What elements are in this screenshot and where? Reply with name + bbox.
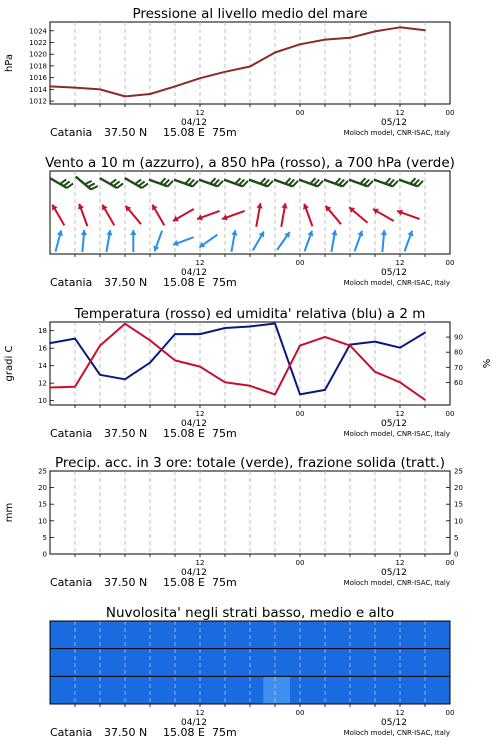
location-name: Catania [50, 427, 93, 440]
barb-feather [260, 178, 265, 184]
barb-feather [214, 180, 219, 186]
humidity-line-point [49, 342, 51, 344]
wind-700hpa-barb [274, 178, 298, 186]
cloud-cell [423, 676, 450, 704]
arrow-head [57, 230, 63, 236]
temperature-line-point [249, 385, 251, 387]
temperature-line-point [149, 339, 151, 341]
y-tick-label: 20 [38, 484, 47, 493]
barb-feather [218, 181, 223, 187]
humidity-line-point [224, 327, 226, 329]
humidity-line-point [274, 323, 276, 325]
panel-4 [4, 455, 463, 589]
cloud-cell [370, 676, 397, 704]
cloud-cell [103, 649, 130, 677]
pressure-line-point [324, 39, 326, 41]
wind-10m-arrow [355, 231, 364, 252]
location-lat: 37.50 N [104, 427, 148, 440]
panel-5 [50, 605, 454, 739]
pressure-line-point [424, 29, 426, 31]
wind-850hpa-arrow [326, 206, 341, 224]
wind-10m-arrow [405, 231, 414, 252]
wind-700hpa-barb [399, 178, 423, 186]
barb-feather [289, 180, 294, 186]
cloud-cell [157, 649, 184, 677]
wind-850hpa-arrow [222, 211, 245, 221]
wind-10m-arrow [381, 230, 387, 252]
y-tick-label: 18 [38, 327, 47, 336]
y-tick-label: 15 [454, 500, 463, 509]
barb-feather [88, 183, 95, 186]
pressure-line-point [224, 71, 226, 73]
x-tick-label: 00 [295, 259, 305, 267]
barb-feather [239, 180, 244, 186]
wind-700hpa-barb [374, 178, 398, 186]
cloud-cell [130, 676, 157, 704]
y-tick-label: 14 [38, 362, 47, 371]
barb-feather [193, 181, 198, 187]
barb-feather [385, 178, 390, 184]
y-tick-label: 1016 [29, 74, 47, 83]
wind-700hpa-barb [76, 177, 98, 190]
cloud-cell [183, 621, 210, 649]
cloud-cell [317, 621, 344, 649]
cloud-cell [397, 676, 424, 704]
temperature-line-point [299, 345, 301, 347]
wind-850hpa-arrow [281, 203, 287, 227]
barb-feather [210, 178, 215, 184]
humidity-line-point [424, 332, 426, 334]
x-date-label: 05/12 [381, 568, 407, 578]
barb-feather [364, 180, 369, 186]
x-date-label: 04/12 [181, 268, 207, 278]
temperature-line-point [199, 366, 201, 368]
location-lon: 15.08 E [163, 726, 205, 739]
x-date-label: 04/12 [181, 419, 207, 429]
temperature-line-point [274, 394, 276, 396]
cloud-cell [343, 621, 370, 649]
arrow-head [381, 230, 387, 235]
pressure-line-point [249, 66, 251, 68]
wind-10m-arrow [305, 231, 314, 252]
wind-850hpa-arrow [152, 205, 164, 226]
chart-title: Nuvolosita' negli strati basso, medio e alto [105, 605, 395, 621]
wind-850hpa-arrow [397, 210, 420, 220]
temperature-line-point [174, 360, 176, 362]
temperature-line-point [399, 381, 401, 383]
barb-feather [314, 180, 319, 186]
humidity-line-point [374, 341, 376, 343]
wind-850hpa-arrow [78, 204, 88, 227]
x-date-label: 05/12 [381, 268, 407, 278]
x-date-label: 05/12 [381, 118, 407, 128]
pressure-line-point [299, 43, 301, 45]
wind-850hpa-arrow [349, 207, 367, 222]
location-elev: 75m [212, 726, 237, 739]
y-tick-label: 5 [42, 533, 47, 542]
wind-700hpa-barb [149, 178, 173, 186]
cloud-cell [263, 621, 290, 649]
location-elev: 75m [212, 126, 237, 139]
temperature-line-point [349, 345, 351, 347]
temperature-line [50, 324, 425, 400]
arrow-head [81, 230, 87, 235]
x-tick-label: 00 [445, 109, 455, 117]
barb-feather [60, 179, 66, 184]
pressure-line-point [124, 95, 126, 97]
barb-feather [343, 181, 348, 187]
location-elev: 75m [212, 427, 237, 440]
x-tick-label: 00 [445, 410, 455, 418]
x-tick-label: 00 [295, 709, 305, 717]
barb-feather [318, 181, 323, 187]
x-tick-label: 12 [195, 559, 205, 567]
cloud-cell [317, 676, 344, 704]
temperature-line-point [374, 371, 376, 373]
barb-feather [264, 180, 269, 186]
location-lat: 37.50 N [104, 726, 148, 739]
humidity-line-point [174, 333, 176, 335]
model-credit: Moloch model, CNR-ISAC, Italy [343, 129, 450, 137]
pressure-line-point [349, 37, 351, 39]
barb-feather [64, 181, 70, 186]
y-tick-label: 1012 [29, 97, 47, 106]
y-tick-label: 1024 [29, 27, 47, 36]
x-tick-label: 00 [445, 559, 455, 567]
pressure-line-point [174, 86, 176, 88]
wind-10m-arrow [81, 230, 87, 252]
wind-850hpa-arrow [303, 204, 313, 227]
cloud-cell [263, 676, 290, 704]
y-tick-label: 10 [38, 517, 47, 526]
wind-850hpa-arrow [373, 209, 394, 221]
pressure-line-point [374, 30, 376, 32]
y-tick-label: 10 [454, 517, 463, 526]
cloud-cell [263, 649, 290, 677]
wind-10m-arrow [130, 230, 136, 252]
y-tick-label: 16 [38, 344, 47, 353]
wind-10m-arrow [106, 230, 112, 252]
x-date-label: 05/12 [381, 419, 407, 429]
barb-feather [389, 180, 394, 186]
barb-feather [243, 181, 248, 187]
cloud-cell [183, 649, 210, 677]
temperature-line-point [49, 387, 51, 389]
wind-10m-arrow [199, 235, 217, 248]
cloud-cell [183, 676, 210, 704]
x-tick-label: 12 [395, 259, 405, 267]
chart-title: Precip. acc. in 3 ore: totale (verde), frazione solida (tratt.) [55, 455, 445, 471]
x-date-label: 04/12 [181, 118, 207, 128]
y-tick-label: 5 [454, 533, 459, 542]
x-tick-label: 12 [395, 709, 405, 717]
y-tick-label: 15 [38, 500, 47, 509]
x-tick-label: 12 [395, 109, 405, 117]
wind-850hpa-arrow [102, 205, 114, 226]
cloud-cell [103, 676, 130, 704]
pressure-line-point [199, 77, 201, 79]
barb-feather [114, 181, 120, 186]
cloud-cell [343, 676, 370, 704]
wind-850hpa-arrow [197, 211, 220, 221]
cloud-cell [370, 621, 397, 649]
model-credit: Moloch model, CNR-ISAC, Italy [343, 279, 450, 287]
cloud-cell [157, 676, 184, 704]
x-tick-label: 00 [295, 109, 305, 117]
model-credit: Moloch model, CNR-ISAC, Italy [343, 579, 450, 587]
cloud-cell [103, 621, 130, 649]
humidity-line-point [99, 374, 101, 376]
humidity-line-point [199, 333, 201, 335]
x-tick-label: 00 [295, 559, 305, 567]
cloud-cell [157, 621, 184, 649]
pressure-line-point [99, 88, 101, 90]
location-lon: 15.08 E [163, 427, 205, 440]
location-name: Catania [50, 126, 93, 139]
y-tick-label: 25 [38, 467, 47, 476]
wind-700hpa-barb [199, 178, 223, 186]
cloud-cell [423, 649, 450, 677]
barb-feather [185, 178, 190, 184]
barb-feather [235, 178, 240, 184]
barb-feather [293, 181, 298, 187]
barb-feather [310, 178, 315, 184]
barb-feather [139, 181, 145, 186]
wind-700hpa-barb [299, 178, 323, 186]
barb-feather [268, 181, 273, 187]
location-lon: 15.08 E [163, 126, 205, 139]
y-tick-label: 0 [42, 550, 47, 559]
cloud-cell [210, 676, 237, 704]
cloud-cell [317, 649, 344, 677]
location-name: Catania [50, 576, 93, 589]
x-tick-label: 12 [195, 259, 205, 267]
barb-feather [117, 183, 123, 188]
wind-700hpa-barb [50, 178, 73, 188]
wind-850hpa-arrow [256, 203, 262, 227]
cloud-cell [397, 649, 424, 677]
y-axis-label: mm [4, 502, 15, 523]
x-tick-label: 12 [395, 559, 405, 567]
cloud-cell [50, 649, 77, 677]
wind-700hpa-barb [100, 178, 123, 188]
barb-feather [339, 180, 344, 186]
location-name: Catania [50, 276, 93, 289]
location-lon: 15.08 E [163, 276, 205, 289]
x-tick-label: 00 [295, 410, 305, 418]
barb-feather [335, 178, 340, 184]
location-lon: 15.08 E [163, 576, 205, 589]
cloud-cell [290, 621, 317, 649]
wind-850hpa-arrow [173, 209, 194, 221]
cloud-cell [370, 649, 397, 677]
x-date-label: 04/12 [181, 568, 207, 578]
wind-850hpa-arrow [52, 205, 64, 226]
barb-feather [142, 183, 148, 188]
pressure-line-point [274, 52, 276, 54]
wind-700hpa-barb [125, 178, 148, 188]
wind-10m-arrow [331, 230, 337, 252]
panel-3 [4, 306, 493, 440]
cloud-cell [397, 621, 424, 649]
pressure-line-point [74, 87, 76, 89]
chart-title: Temperatura (rosso) ed umidita' relativa (blu) a 2 m [74, 306, 426, 322]
humidity-line-point [249, 326, 251, 328]
barb-feather [110, 179, 116, 184]
y-axis-label: hPa [4, 53, 15, 73]
barb-feather [189, 180, 194, 186]
y-tick-label: 10 [38, 397, 47, 406]
barb-feather [418, 181, 423, 187]
wind-700hpa-barb [224, 178, 248, 186]
cloud-cell [290, 649, 317, 677]
y-tick-label: 60 [454, 378, 463, 387]
barb-feather [135, 179, 141, 184]
barb-feather [168, 181, 173, 187]
cloud-cell [343, 649, 370, 677]
location-elev: 75m [212, 276, 237, 289]
x-tick-label: 12 [195, 410, 205, 418]
barb-feather [368, 181, 373, 187]
y-tick-label: 25 [454, 467, 463, 476]
humidity-line-point [299, 394, 301, 396]
y-tick-label: 1018 [29, 62, 47, 71]
barb-feather [393, 181, 398, 187]
wind-700hpa-barb [249, 178, 273, 186]
cloud-cell [130, 621, 157, 649]
wind-10m-arrow [153, 231, 162, 252]
model-credit: Moloch model, CNR-ISAC, Italy [343, 729, 450, 737]
barb-feather [67, 183, 73, 188]
y-axis-label-right: % [482, 358, 493, 369]
y-axis-label: gradi C [4, 345, 15, 382]
barb-feather [91, 186, 98, 189]
x-tick-label: 12 [195, 709, 205, 717]
pressure-line-point [49, 86, 51, 88]
wind-10m-arrow [253, 231, 264, 250]
temperature-line-point [99, 345, 101, 347]
humidity-line-point [124, 378, 126, 380]
temperature-line-point [424, 399, 426, 401]
panel-1 [4, 6, 454, 139]
model-credit: Moloch model, CNR-ISAC, Italy [343, 430, 450, 438]
location-elev: 75m [212, 576, 237, 589]
location-lat: 37.50 N [104, 276, 148, 289]
humidity-line-point [399, 347, 401, 349]
cloud-cell [50, 676, 77, 704]
barb-feather [85, 181, 92, 184]
wind-10m-arrow [173, 237, 194, 246]
barb-feather [410, 178, 415, 184]
cloud-cell [50, 621, 77, 649]
x-date-label: 05/12 [381, 718, 407, 728]
y-tick-label: 1022 [29, 39, 47, 47]
cloud-cell [290, 676, 317, 704]
barb-feather [414, 180, 419, 186]
barb-feather [160, 178, 165, 184]
pressure-line-point [399, 26, 401, 28]
wind-10m-arrow [277, 232, 290, 250]
barb-feather [164, 180, 169, 186]
temperature-line-point [124, 323, 126, 325]
barb-feather [360, 178, 365, 184]
cloud-cell [130, 649, 157, 677]
location-name: Catania [50, 726, 93, 739]
chart-title: Vento a 10 m (azzurro), a 850 hPa (rosso), a 700 hPa (verde) [45, 155, 455, 171]
wind-850hpa-arrow [126, 206, 141, 224]
x-tick-label: 00 [445, 259, 455, 267]
y-tick-label: 12 [38, 379, 47, 388]
location-lat: 37.50 N [104, 126, 148, 139]
y-tick-label: 20 [454, 484, 463, 493]
wind-700hpa-barb [324, 178, 348, 186]
x-tick-label: 12 [395, 410, 405, 418]
y-tick-label: 80 [454, 348, 463, 357]
x-tick-label: 12 [195, 109, 205, 117]
temperature-line-point [324, 336, 326, 338]
x-tick-label: 00 [445, 709, 455, 717]
y-tick-label: 0 [454, 550, 459, 559]
wind-700hpa-barb [349, 178, 373, 186]
y-tick-label: 70 [454, 363, 463, 372]
y-tick-label: 1014 [29, 85, 47, 94]
cloud-cell [423, 621, 450, 649]
wind-10m-arrow [55, 230, 62, 251]
humidity-line-point [74, 338, 76, 340]
wind-700hpa-barb [174, 178, 198, 186]
cloud-cell [210, 621, 237, 649]
pressure-line-point [149, 93, 151, 95]
x-date-label: 04/12 [181, 718, 207, 728]
temperature-line-point [74, 386, 76, 388]
panel-2 [45, 155, 455, 289]
location-lat: 37.50 N [104, 576, 148, 589]
wind-10m-arrow [231, 230, 237, 252]
humidity-line-point [324, 389, 326, 391]
y-tick-label: 1020 [29, 50, 47, 59]
barb-feather [285, 178, 290, 184]
y-tick-label: 90 [454, 333, 463, 342]
arrow-head [130, 230, 136, 235]
chart-title: Pressione al livello medio del mare [132, 6, 368, 22]
humidity-line-point [149, 362, 151, 364]
cloud-cell [210, 649, 237, 677]
pressure-line [50, 27, 425, 96]
temperature-line-point [224, 381, 226, 383]
